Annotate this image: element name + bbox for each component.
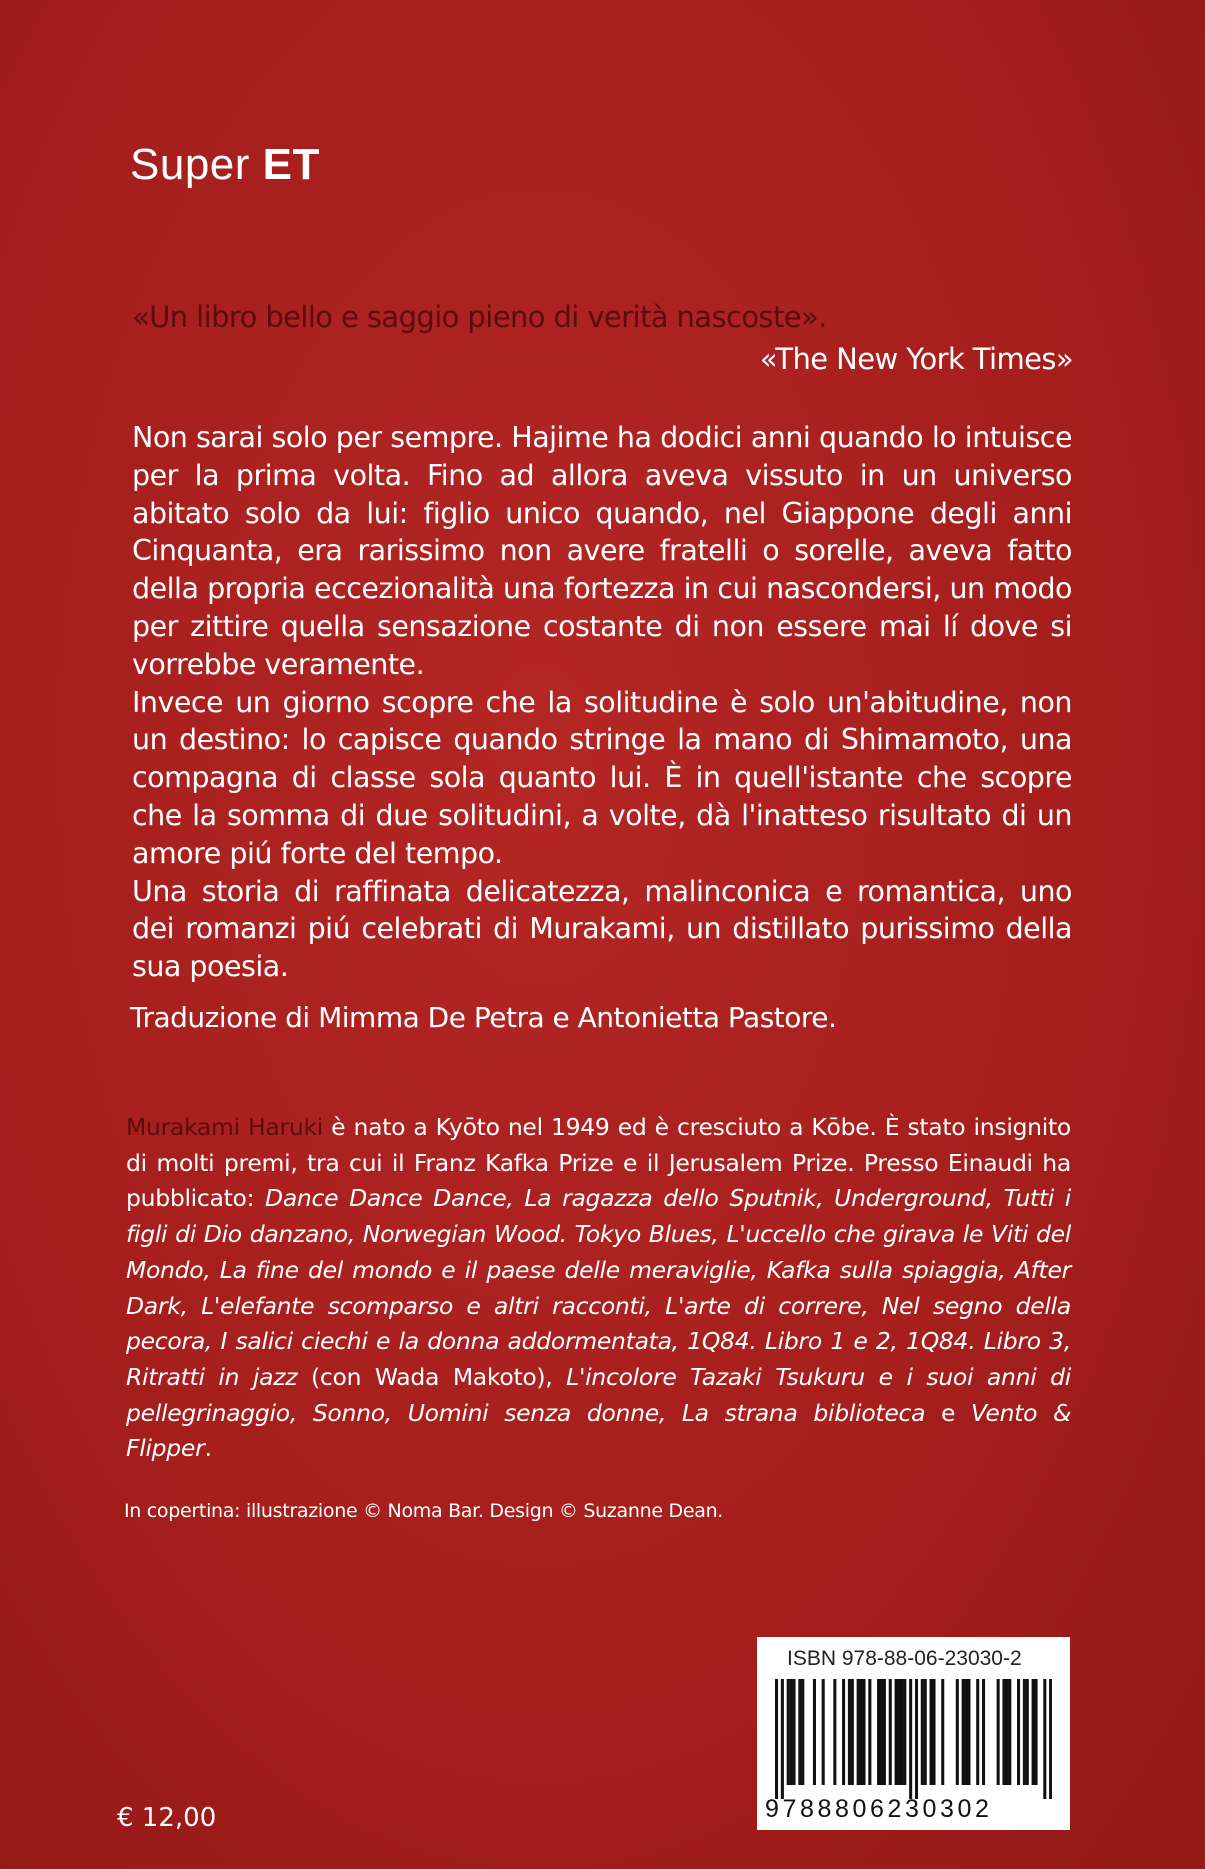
barcode-bar (965, 1679, 968, 1785)
barcode-bar (860, 1679, 863, 1785)
cover-credits: In copertina: illustrazione © Noma Bar. Design © Suzanne Dean. (124, 1500, 724, 1522)
blurb (132, 419, 1072, 986)
isbn-label: ISBN 978-88-06-23030-2 (787, 1647, 1022, 1670)
barcode-bar (962, 1679, 965, 1785)
barcode-bar (915, 1679, 918, 1799)
series-logo-et: ET (262, 140, 320, 189)
barcode-label (757, 1637, 1070, 1830)
book-title-list: L'incolore Tazaki Tsukuru e i suoi anni di pellegrinaggio, Sonno, Uomini senza donne, La strana biblioteca (126, 1362, 1071, 1427)
barcode-bar (1017, 1679, 1020, 1785)
barcode-bar (997, 1679, 1000, 1785)
barcode-bar (921, 1679, 924, 1785)
barcode-bar (862, 1679, 865, 1785)
author-bio-works (126, 1184, 1071, 1462)
barcode-bar (1005, 1679, 1008, 1785)
bio-text: . (204, 1434, 212, 1463)
barcode-bar (967, 1679, 970, 1785)
bio-text: (con Wada Makoto), (297, 1362, 567, 1391)
barcode-bar (932, 1679, 935, 1785)
barcode-bar (813, 1679, 816, 1785)
series-logo (130, 140, 320, 190)
barcode-bar (976, 1679, 979, 1785)
barcode-bar (903, 1679, 906, 1785)
barcode-bar (1049, 1679, 1052, 1799)
barcode-bar (798, 1679, 801, 1785)
barcode-bar (1032, 1679, 1035, 1785)
barcode-bar (880, 1679, 883, 1785)
barcode-bar (897, 1679, 900, 1785)
series-logo-prefix: Super (130, 140, 250, 189)
barcode-bar (889, 1679, 892, 1785)
author-bio-intro: è nato a Kyōto nel 1949 ed è cresciuto a Kōbe. È stato insignito di molti premi, tra cui il Franz Kafka Prize e il Jerusalem Prize. Presso Einaudi ha pubblicato: (126, 1113, 1071, 1213)
book-title-list: Vento & Flipper (126, 1398, 1071, 1463)
barcode-bar (790, 1679, 793, 1785)
barcode-bar (848, 1679, 851, 1785)
price: € 12,00 (117, 1803, 217, 1833)
barcode-bar (851, 1679, 854, 1785)
bio-text: e (925, 1398, 972, 1427)
ean-digits: 9788806230302 (765, 1795, 993, 1823)
barcode-bar (1026, 1679, 1029, 1785)
barcode-bar (883, 1679, 886, 1785)
barcode-bar (775, 1679, 778, 1799)
barcode-bar (868, 1679, 871, 1785)
barcode-bar (895, 1679, 898, 1785)
barcode-bar (956, 1679, 959, 1785)
barcode-bar (924, 1679, 927, 1785)
author-bio (126, 1110, 1071, 1467)
book-title-list: Dance Dance Dance, La ragazza dello Sputnik, Underground, Tutti i figli di Dio danzano, Norwegian Wood. Tokyo Blues, L'uccello che girava le Viti del Mondo, La fine del mondo e il paese delle meraviglie, Kafka sulla spiaggia, After Dark, L'elefante scomparso e altri racconti, L'arte di correre, Nel segno della pecora, I salici ciechi e la donna addormentata, 1Q84. Libro 1 e 2, 1Q84. Libro 3, Ritratti in jazz (126, 1184, 1071, 1391)
barcode-bar (833, 1679, 836, 1785)
barcode-bar (900, 1679, 903, 1785)
barcode-bar (1035, 1679, 1038, 1785)
barcode-bar (877, 1679, 880, 1785)
barcode-bar (982, 1679, 985, 1785)
barcode-bar (1023, 1679, 1026, 1785)
barcode-bar (1008, 1679, 1011, 1785)
barcode (775, 1679, 1052, 1799)
barcode-bar (1002, 1679, 1005, 1785)
barcode-bar (801, 1679, 804, 1785)
blurb-paragraph-3: Una storia di raffinata delicatezza, malinconica e romantica, uno dei romanzi piú celebrati di Murakami, un distillato purissimo della sua poesia. (132, 874, 1072, 984)
barcode-bar (1043, 1679, 1046, 1799)
barcode-bar (909, 1679, 912, 1799)
barcode-bar (930, 1679, 933, 1785)
barcode-bar (842, 1679, 845, 1785)
blurb-paragraph-2: Invece un giorno scopre che la solitudine è solo un'abitudine, non un destino: lo capisce quando stringe la mano di Shimamoto, una compagna di classe sola quanto lui. È in quell'istante che scopre che la somma di due solitudini, a volte, dà l'inatteso risultato di un amore piú forte del tempo. (132, 685, 1072, 870)
press-quote: «Un libro bello e saggio pieno di verità nascoste». (132, 300, 827, 334)
barcode-bar (941, 1679, 944, 1785)
author-name: Murakami Haruki (126, 1113, 323, 1141)
barcode-bar (822, 1679, 825, 1785)
barcode-bar (781, 1679, 784, 1799)
blurb-paragraph-1: Non sarai solo per sempre. Hajime ha dodici anni quando lo intuisce per la prima volta. Fino ad allora aveva vissuto in un universo abitato solo da lui: figlio unico quando, nel Giappone degli anni Cinquanta, era rarissimo non avere fratelli o sorelle, aveva fatto della propria eccezionalità una fortezza in cui nascondersi, un modo per zittire quella sensazione costante di non essere mai lí dove si vorrebbe veramente. (132, 421, 1072, 681)
barcode-bar (787, 1679, 790, 1785)
translation-credit: Traduzione di Mimma De Petra e Antonietta Pastore. (130, 1001, 837, 1034)
barcode-bar (792, 1679, 795, 1785)
press-quote-source: «The New York Times» (759, 342, 1073, 376)
barcode-bar (857, 1679, 860, 1785)
